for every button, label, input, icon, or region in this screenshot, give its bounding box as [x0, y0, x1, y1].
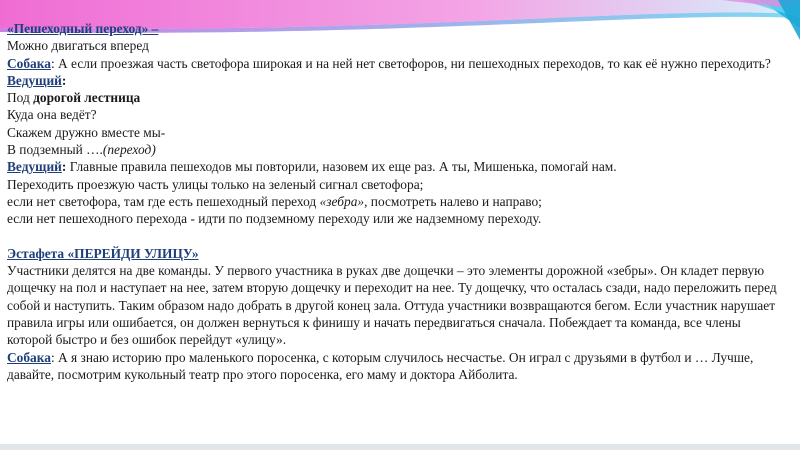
- riddle-3-text: Скажем дружно вместе мы-: [7, 124, 166, 140]
- line-riddle-4: [7, 141, 789, 158]
- rule-3-text: если нет пешеходного перехода - идти по подземному переходу или же надземному переходу.: [7, 211, 542, 227]
- speaker-host-2: Ведущий: [7, 159, 62, 175]
- riddle-answer: (переход): [102, 142, 156, 158]
- riddle-4-start: В подземный ….: [7, 142, 103, 158]
- line-riddle-2: [7, 106, 789, 123]
- line-host-rules: [7, 158, 789, 175]
- host-2-colon: :: [61, 159, 67, 175]
- line-dog-story: [7, 349, 789, 384]
- dog-question-text: : А если проезжая часть светофора широкая и на ней нет светофоров, ни пешеходных переходов, то как её нужно переходить?: [50, 55, 771, 71]
- blank-line: [7, 228, 789, 245]
- line-riddle-3: [7, 124, 789, 141]
- riddle-1-start: Под: [7, 90, 34, 106]
- line-rule-1: [7, 176, 789, 193]
- slide-text: [7, 20, 789, 383]
- riddle-1-bold: дорогой лестница: [33, 90, 141, 106]
- speaker-dog-2: Собака: [7, 349, 51, 365]
- line-can-move-forward: [7, 37, 789, 54]
- speaker-dog: Собака: [7, 55, 51, 71]
- line-relay-title: [7, 245, 789, 262]
- dog-story-text: : А я знаю историю про маленького поросенка, с которым случилось несчастье. Он играл с друзьями в футбол и … Лучше, давайте, посмотрим кукольный театр про этого поросенка, его маму и доктора Айболита.: [7, 349, 754, 382]
- rule-1-text: Переходить проезжую часть улицы только на зеленый сигнал светофора;: [7, 176, 424, 192]
- line-rule-3: [7, 210, 789, 227]
- line-host-label: [7, 72, 789, 89]
- host-rules-text: Главные правила пешеходов мы повторили, назовем их еще раз. А ты, Мишенька, помогай нам.: [66, 159, 617, 175]
- riddle-2-text: Куда она ведёт?: [7, 107, 97, 123]
- line-riddle-1: [7, 89, 789, 106]
- pedestrian-crossing-title: «Пешеходный переход» –: [7, 21, 159, 36]
- line-rule-2: [7, 193, 789, 210]
- line-dog-question: [7, 55, 789, 72]
- line-relay-description: [7, 262, 789, 348]
- can-move-forward-text: Можно двигаться вперед: [7, 38, 149, 54]
- rule-2-start: если нет светофора, там где есть пешеходный переход: [7, 193, 320, 209]
- line-pedestrian-crossing-title: [7, 20, 789, 37]
- host-colon: :: [61, 72, 67, 88]
- rule-2-end: , посмотреть налево и направо;: [364, 193, 542, 209]
- relay-title: Эстафета «ПЕРЕЙДИ УЛИЦУ»: [7, 245, 199, 261]
- rule-2-zebra: «зебра»: [319, 193, 365, 209]
- speaker-host: Ведущий: [7, 72, 62, 88]
- relay-description-text: Участники делятся на две команды. У первого участника в руках две дощечки – это элементы дорожной «зебры». Он кладет первую дощечку на пол и наступает на нее, затем вторую дощечку и переходит на нее. Ту дощечку, что осталась сзади, надо переложить перед собой и наступить. Таким образом надо добрать в другой конец зала. Оттуда участники возвращаются бегом. Если участник нарушает правила игры или ошибается, он должен вернуться к финишу и начать передвигаться сначала. Побеждает та команда, все члены которой быстро и без ошибок перейдут «улицу».: [7, 263, 777, 348]
- bottom-strip: [0, 444, 800, 450]
